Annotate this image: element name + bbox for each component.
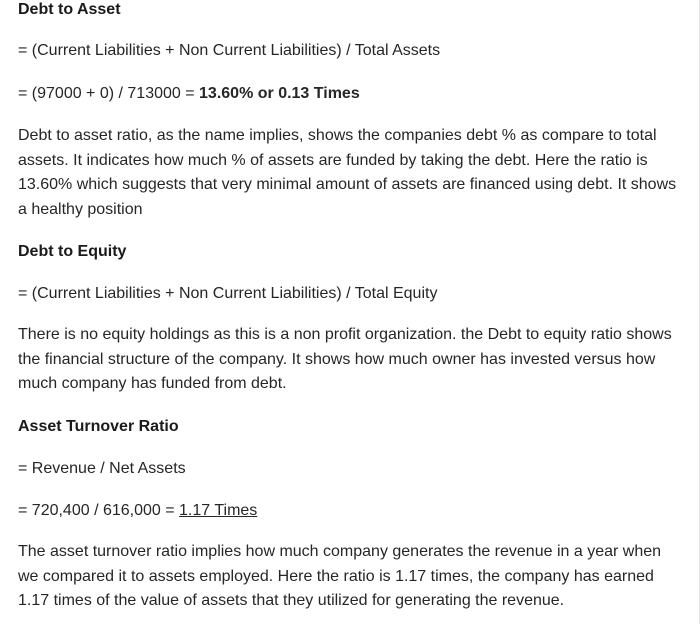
asset-turnover-calc-result: 1.17 Times — [179, 502, 258, 519]
debt-to-asset-calc-prefix: = (97000 + 0) / 713000 = — [18, 85, 200, 102]
debt-to-equity-formula: = (Current Liabilities + Non Current Liabilities) / Total Equity — [18, 285, 438, 302]
debt-to-asset-calculation — [18, 84, 360, 104]
debt-to-equity-explanation: There is no equity holdings as this is a non profit organization. the Debt to equity ratio shows the financial structure of the company. It shows how much owner has invested versus how much company has funded from debt. — [18, 326, 672, 392]
asset-turnover-explanation: The asset turnover ratio implies how much company generates the revenue in a year when we compared it to assets employed. Here the ratio is 1.17 times, the company has earned 1.17 times of the value of assets that they utilized for generating the revenue. — [18, 543, 662, 609]
asset-turnover-formula: = Revenue / Net Assets — [18, 460, 186, 477]
debt-to-asset-heading: Debt to Asset — [18, 1, 121, 18]
debt-to-asset-formula: = (Current Liabilities + Non Current Liabilities) / Total Assets — [18, 42, 441, 59]
debt-to-asset-calc-result: 13.60% or 0.13 Times — [199, 85, 360, 102]
debt-to-asset-explanation: Debt to asset ratio, as the name implies, shows the companies debt % as compare to total assets. It indicates how much % of assets are funded by taking the debt. Here the ratio is 13.60% which suggests that very minimal amount of assets are financed using debt. It shows a healthy position — [18, 127, 677, 218]
asset-turnover-heading: Asset Turnover Ratio — [18, 418, 179, 435]
asset-turnover-calculation — [18, 501, 257, 521]
debt-to-equity-heading: Debt to Equity — [18, 243, 127, 260]
asset-turnover-calc-prefix: = 720,400 / 616,000 = — [18, 502, 180, 519]
